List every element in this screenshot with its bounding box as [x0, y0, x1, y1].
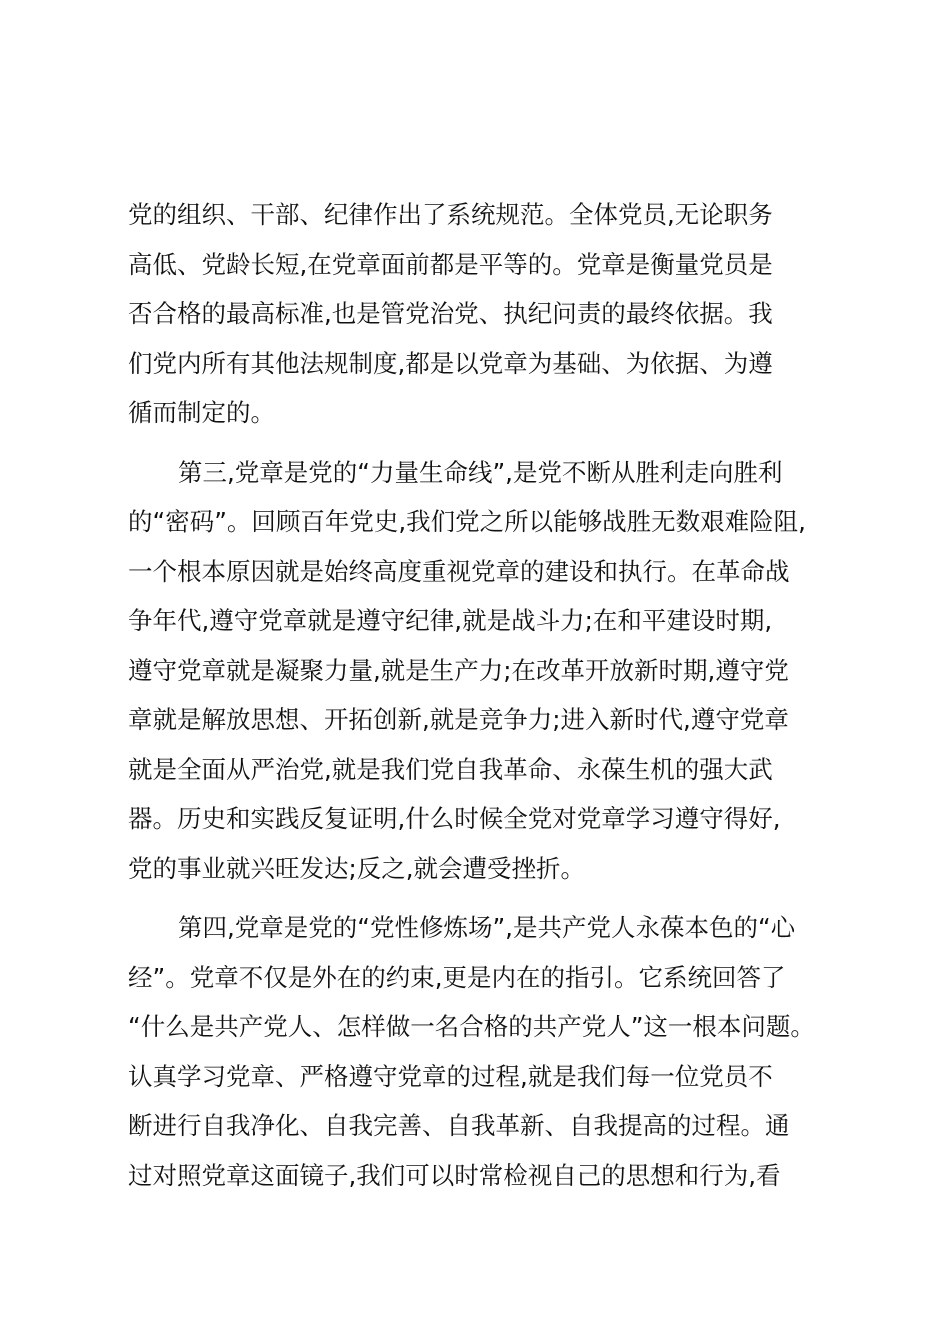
- text-line-first: 第三,党章是党的“力量生命线”,是党不断从胜利走向胜利: [178, 457, 783, 487]
- text-line: 否合格的最高标准,也是管党治党、执纪问责的最终依据。我: [128, 299, 773, 328]
- text-line: 高低、党龄长短,在党章面前都是平等的。党章是衡量党员是: [128, 249, 773, 279]
- text-line: 过对照党章这面镜子,我们可以时常检视自己的思想和行为,看: [128, 1160, 781, 1190]
- text-line-first: 第四,党章是党的“党性修炼场”,是共产党人永葆本色的“心: [178, 913, 796, 942]
- text-line: 党的组织、干部、纪律作出了系统规范。全体党员,无论职务: [128, 200, 773, 229]
- paragraph-1: [128, 190, 828, 438]
- paragraph-2: [128, 448, 828, 894]
- text-line: 的“密码”。回顾百年党史,我们党之所以能够战胜无数艰难险阻,: [128, 507, 806, 536]
- document-page: [128, 190, 828, 1210]
- text-line: 器。历史和实践反复证明,什么时候全党对党章学习遵守得好,: [128, 804, 781, 833]
- text-line: “什么是共产党人、怎样做一名合格的共产党人”这一根本问题。: [128, 1012, 815, 1041]
- text-line: 一个根本原因就是始终高度重视党章的建设和执行。在革命战: [128, 556, 790, 586]
- text-line: 断进行自我净化、自我完善、自我革新、自我提高的过程。通: [128, 1111, 790, 1140]
- text-line: 经”。党章不仅是外在的约束,更是内在的指引。它系统回答了: [128, 962, 786, 992]
- paragraph-3: [128, 903, 828, 1200]
- text-line: 们党内所有其他法规制度,都是以党章为基础、为依据、为遵: [128, 348, 773, 378]
- text-line: 章就是解放思想、开拓创新,就是竞争力;进入新时代,遵守党章: [128, 705, 789, 734]
- text-line: 就是全面从严治党,就是我们党自我革命、永葆生机的强大武: [128, 754, 773, 784]
- text-line: 党的事业就兴旺发达;反之,就会遭受挫折。: [128, 853, 586, 883]
- text-line: 循而制定的。: [128, 398, 275, 427]
- text-line: 遵守党章就是凝聚力量,就是生产力;在改革开放新时期,遵守党: [128, 655, 789, 685]
- text-line: 争年代,遵守党章就是遵守纪律,就是战斗力;在和平建设时期,: [128, 606, 773, 635]
- text-line: 认真学习党章、严格遵守党章的过程,就是我们每一位党员不: [128, 1061, 773, 1091]
